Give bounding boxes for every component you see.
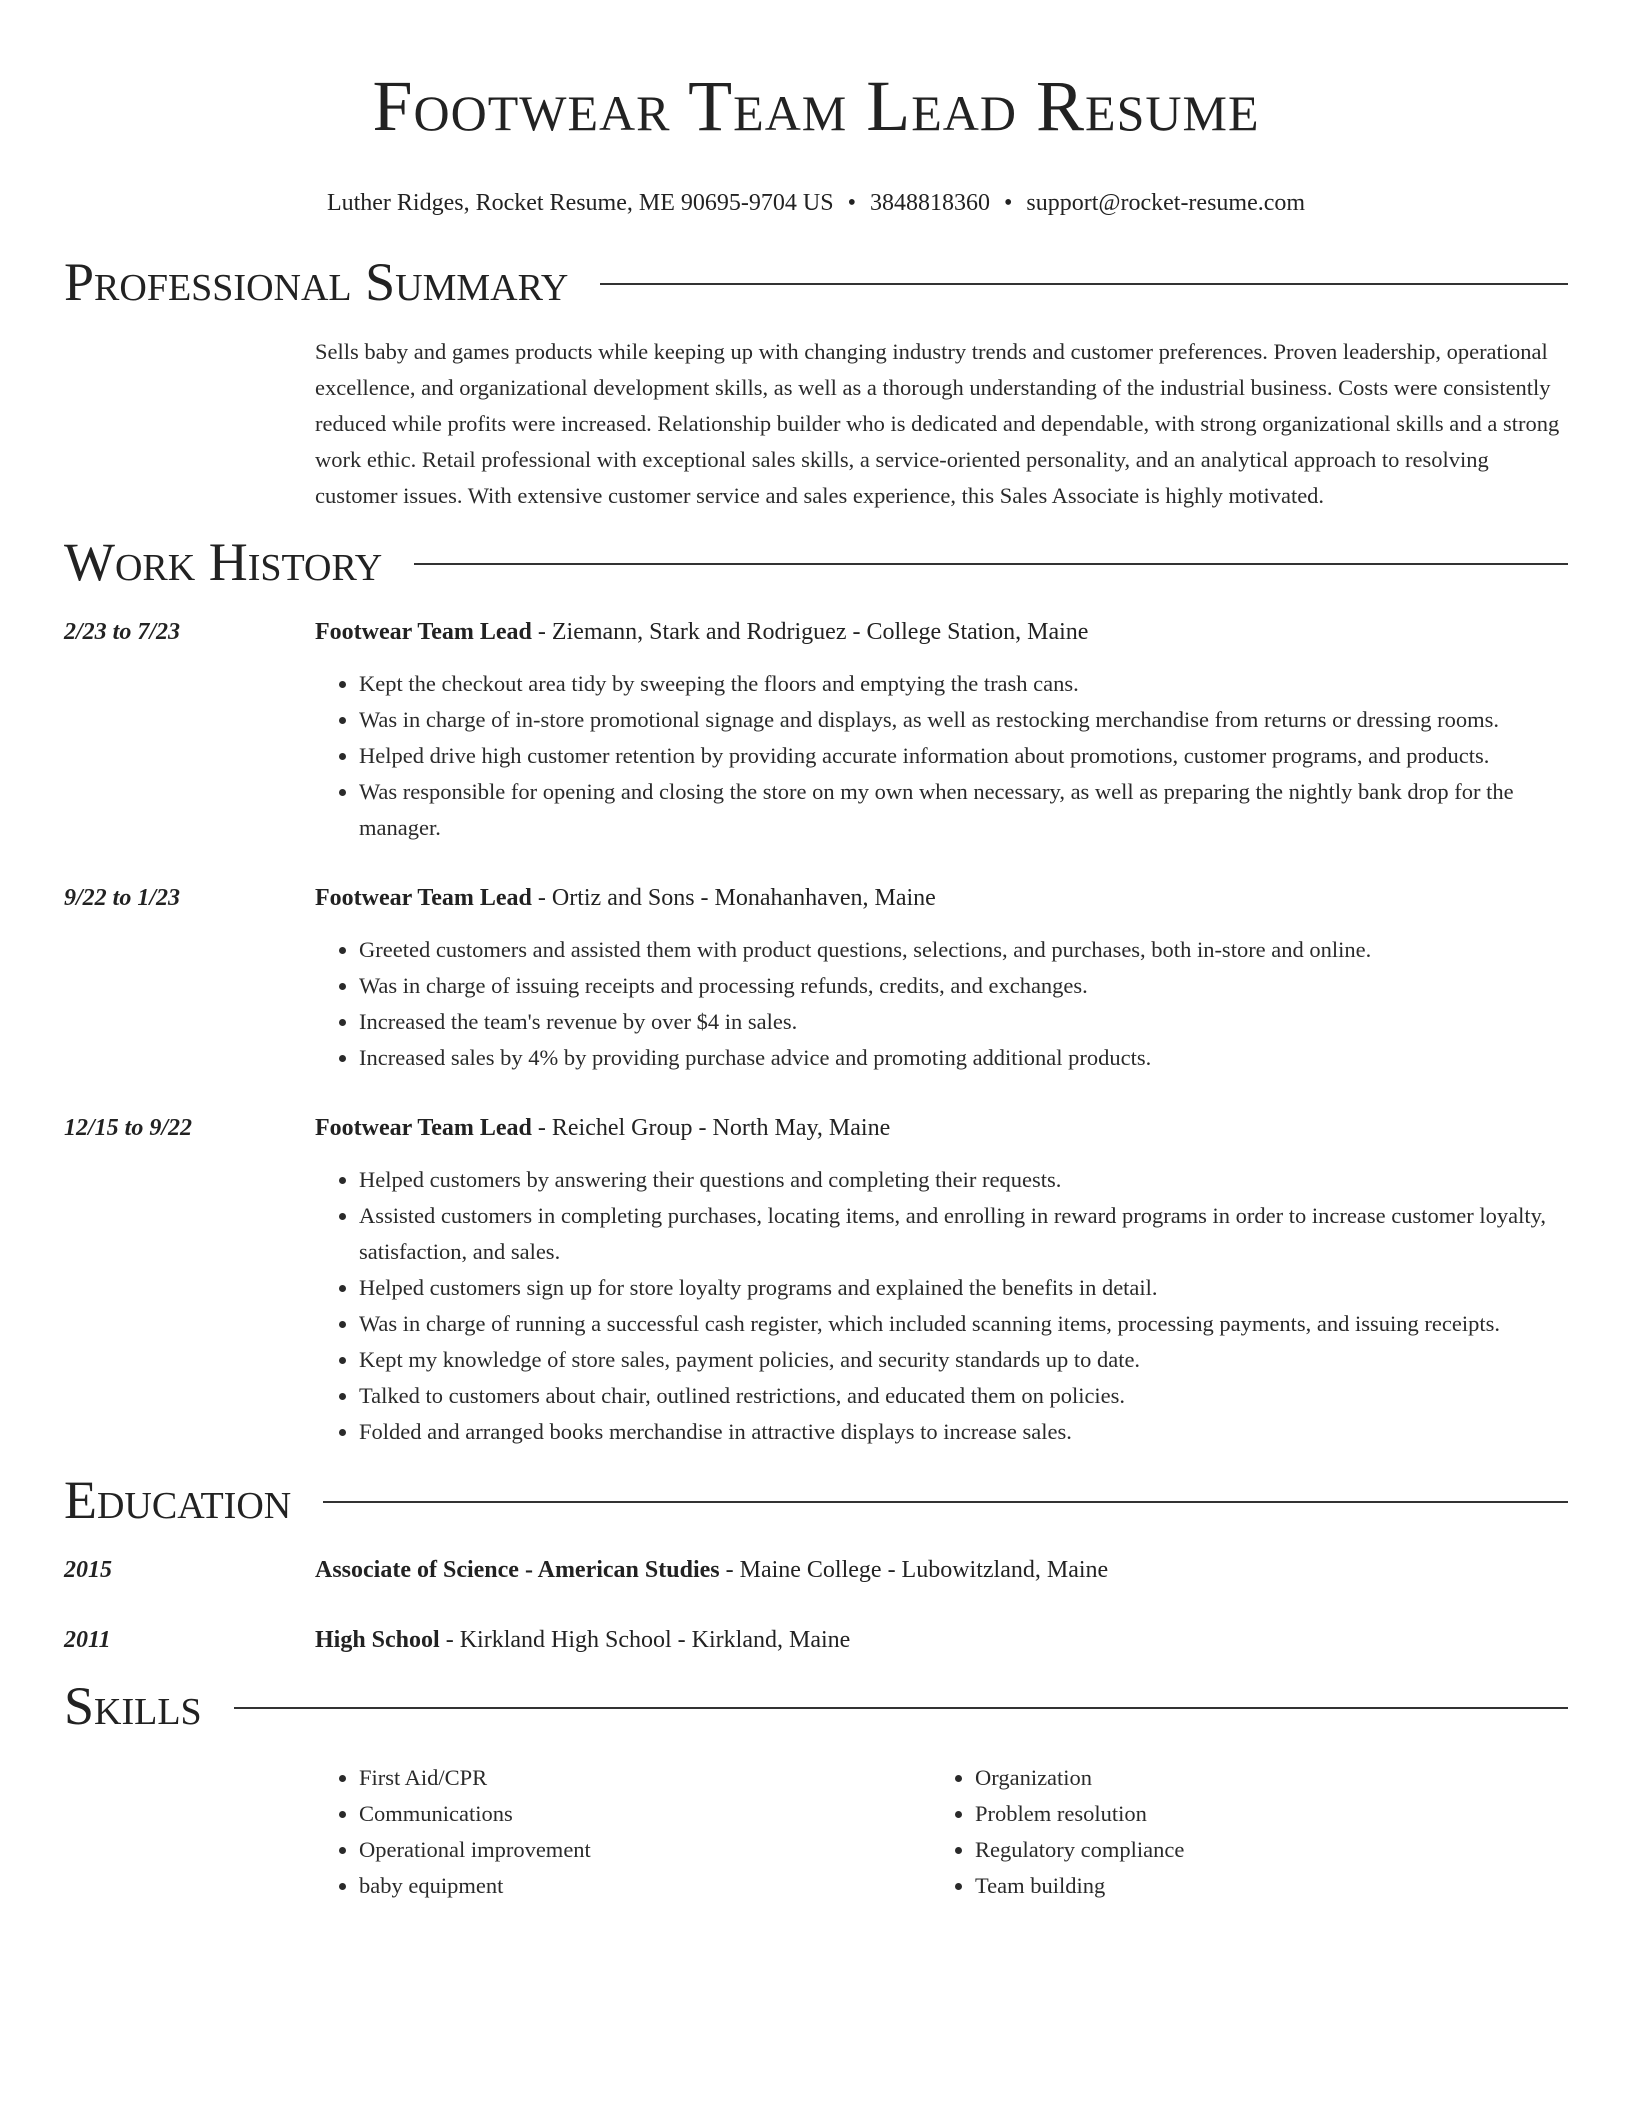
skills-heading: Skills xyxy=(64,1676,202,1736)
job-entry xyxy=(64,1110,1568,1450)
job-bullets xyxy=(359,666,1568,846)
skill-item: • Problem resolution xyxy=(975,1796,1503,1832)
contact-separator: • xyxy=(1003,190,1013,216)
skill-item: • First Aid/CPR xyxy=(359,1760,931,1796)
section-divider xyxy=(600,283,1568,285)
education-degree: High School xyxy=(315,1627,440,1653)
job-dates: 2/23 to 7/23 xyxy=(64,619,181,645)
job-heading xyxy=(315,614,1568,650)
education-section-header xyxy=(64,1470,1568,1530)
skills-section-header xyxy=(64,1676,1568,1736)
education-heading xyxy=(315,1622,1568,1658)
job-bullet: • Talked to customers about chair, outlined restrictions, and educated them on policies. xyxy=(359,1378,1568,1414)
work-heading: Work History xyxy=(64,532,383,592)
job-employer-location: - Reichel Group - North May, Maine xyxy=(531,1115,891,1141)
job-title: Footwear Team Lead xyxy=(315,1115,532,1141)
contact-separator: • xyxy=(847,190,856,216)
education-list xyxy=(64,1552,1568,1658)
work-history-list xyxy=(64,614,1568,1450)
job-dates: 12/15 to 9/22 xyxy=(64,1115,193,1141)
contact-address: Luther Ridges, Rocket Resume, ME 90695-9704 US xyxy=(326,190,834,216)
skill-item: • Communications xyxy=(359,1796,931,1832)
summary-section-header xyxy=(64,252,1568,312)
summary-heading: Professional Summary xyxy=(64,252,569,312)
skills-list xyxy=(315,1760,1568,1904)
job-bullets xyxy=(359,1162,1568,1450)
education-year: 2011 xyxy=(64,1627,111,1653)
job-bullet: • Increased sales by 4% by providing purchase advice and promoting additional products. xyxy=(359,1040,1568,1076)
job-employer-location: - Ziemann, Stark and Rodriguez - College Station, Maine xyxy=(531,619,1089,645)
job-bullet: • Increased the team's revenue by over $4 in sales. xyxy=(359,1004,1568,1040)
job-bullet: • Greeted customers and assisted them with product questions, selections, and purchases, both in-store and online. xyxy=(359,932,1568,968)
job-bullet: • Kept the checkout area tidy by sweeping the floors and emptying the trash cans. xyxy=(359,666,1568,702)
job-bullet: • Was responsible for opening and closing the store on my own when necessary, as well as preparing the nightly bank drop for the manager. xyxy=(359,774,1568,846)
skill-item: • Organization xyxy=(975,1760,1503,1796)
skill-item: • Team building xyxy=(975,1868,1503,1904)
contact-line xyxy=(64,188,1568,218)
job-body xyxy=(315,614,1568,846)
job-bullet: • Was in charge of in-store promotional signage and displays, as well as restocking merchandise from returns or dressing rooms. xyxy=(359,702,1568,738)
education-entry xyxy=(64,1622,1568,1658)
job-title: Footwear Team Lead xyxy=(315,619,532,645)
contact-email: support@rocket-resume.com xyxy=(1026,190,1306,216)
job-bullet: • Helped customers by answering their questions and completing their requests. xyxy=(359,1162,1568,1198)
section-divider xyxy=(234,1707,1568,1709)
job-body xyxy=(315,880,1568,1076)
job-bullet: • Was in charge of issuing receipts and processing refunds, credits, and exchanges. xyxy=(359,968,1568,1004)
page-title: Footwear Team Lead Resume xyxy=(372,66,1260,146)
education-degree: Associate of Science - American Studies xyxy=(315,1557,720,1583)
education-body xyxy=(315,1552,1568,1588)
education-school: - Kirkland High School - Kirkland, Maine xyxy=(439,1627,851,1653)
education-heading xyxy=(315,1552,1568,1588)
skill-item: • Regulatory compliance xyxy=(975,1832,1503,1868)
skills-column-right xyxy=(931,1760,1503,1904)
summary-text: Sells baby and games products while keeping up with changing industry trends and customer preferences. Proven leadership, operational excellence, and organizational development skills, as well as a thorough understanding of the industrial business. Costs were consistently reduced while profits were increased. Relationship builder who is dedicated and dependable, with strong organizational skills and a strong work ethic. Retail professional with exceptional sales skills, a service-oriented personality, and an analytical approach to resolving customer issues. With extensive customer service and sales experience, this Sales Associate is highly motivated. xyxy=(315,339,1560,508)
job-dates: 9/22 to 1/23 xyxy=(64,885,181,911)
skills-column-left xyxy=(359,1760,931,1904)
job-entry xyxy=(64,614,1568,846)
education-entry xyxy=(64,1552,1568,1588)
job-bullet: • Kept my knowledge of store sales, payment policies, and security standards up to date. xyxy=(359,1342,1568,1378)
skill-item: • baby equipment xyxy=(359,1868,931,1904)
contact-phone: 3848818360 xyxy=(869,190,990,216)
education-year: 2015 xyxy=(64,1557,112,1583)
section-divider xyxy=(323,1501,1568,1503)
job-bullet: • Was in charge of running a successful cash register, which included scanning items, processing payments, and issuing receipts. xyxy=(359,1306,1568,1342)
education-body xyxy=(315,1622,1568,1658)
job-bullet: • Folded and arranged books merchandise in attractive displays to increase sales. xyxy=(359,1414,1568,1450)
job-employer-location: - Ortiz and Sons - Monahanhaven, Maine xyxy=(531,885,936,911)
work-section-header xyxy=(64,532,1568,592)
job-bullets xyxy=(359,932,1568,1076)
job-bullet: • Helped drive high customer retention by providing accurate information about promotions, customer programs, and products. xyxy=(359,738,1568,774)
job-bullet: • Assisted customers in completing purchases, locating items, and enrolling in reward programs in order to increase customer loyalty, satisfaction, and sales. xyxy=(359,1198,1568,1270)
job-heading xyxy=(315,1110,1568,1146)
job-entry xyxy=(64,880,1568,1076)
job-bullet: • Helped customers sign up for store loyalty programs and explained the benefits in detail. xyxy=(359,1270,1568,1306)
section-divider xyxy=(414,563,1568,565)
skill-item: • Operational improvement xyxy=(359,1832,931,1868)
education-school: - Maine College - Lubowitzland, Maine xyxy=(719,1557,1109,1583)
education-heading: Education xyxy=(64,1470,292,1530)
job-title: Footwear Team Lead xyxy=(315,885,532,911)
job-body xyxy=(315,1110,1568,1450)
job-heading xyxy=(315,880,1568,916)
